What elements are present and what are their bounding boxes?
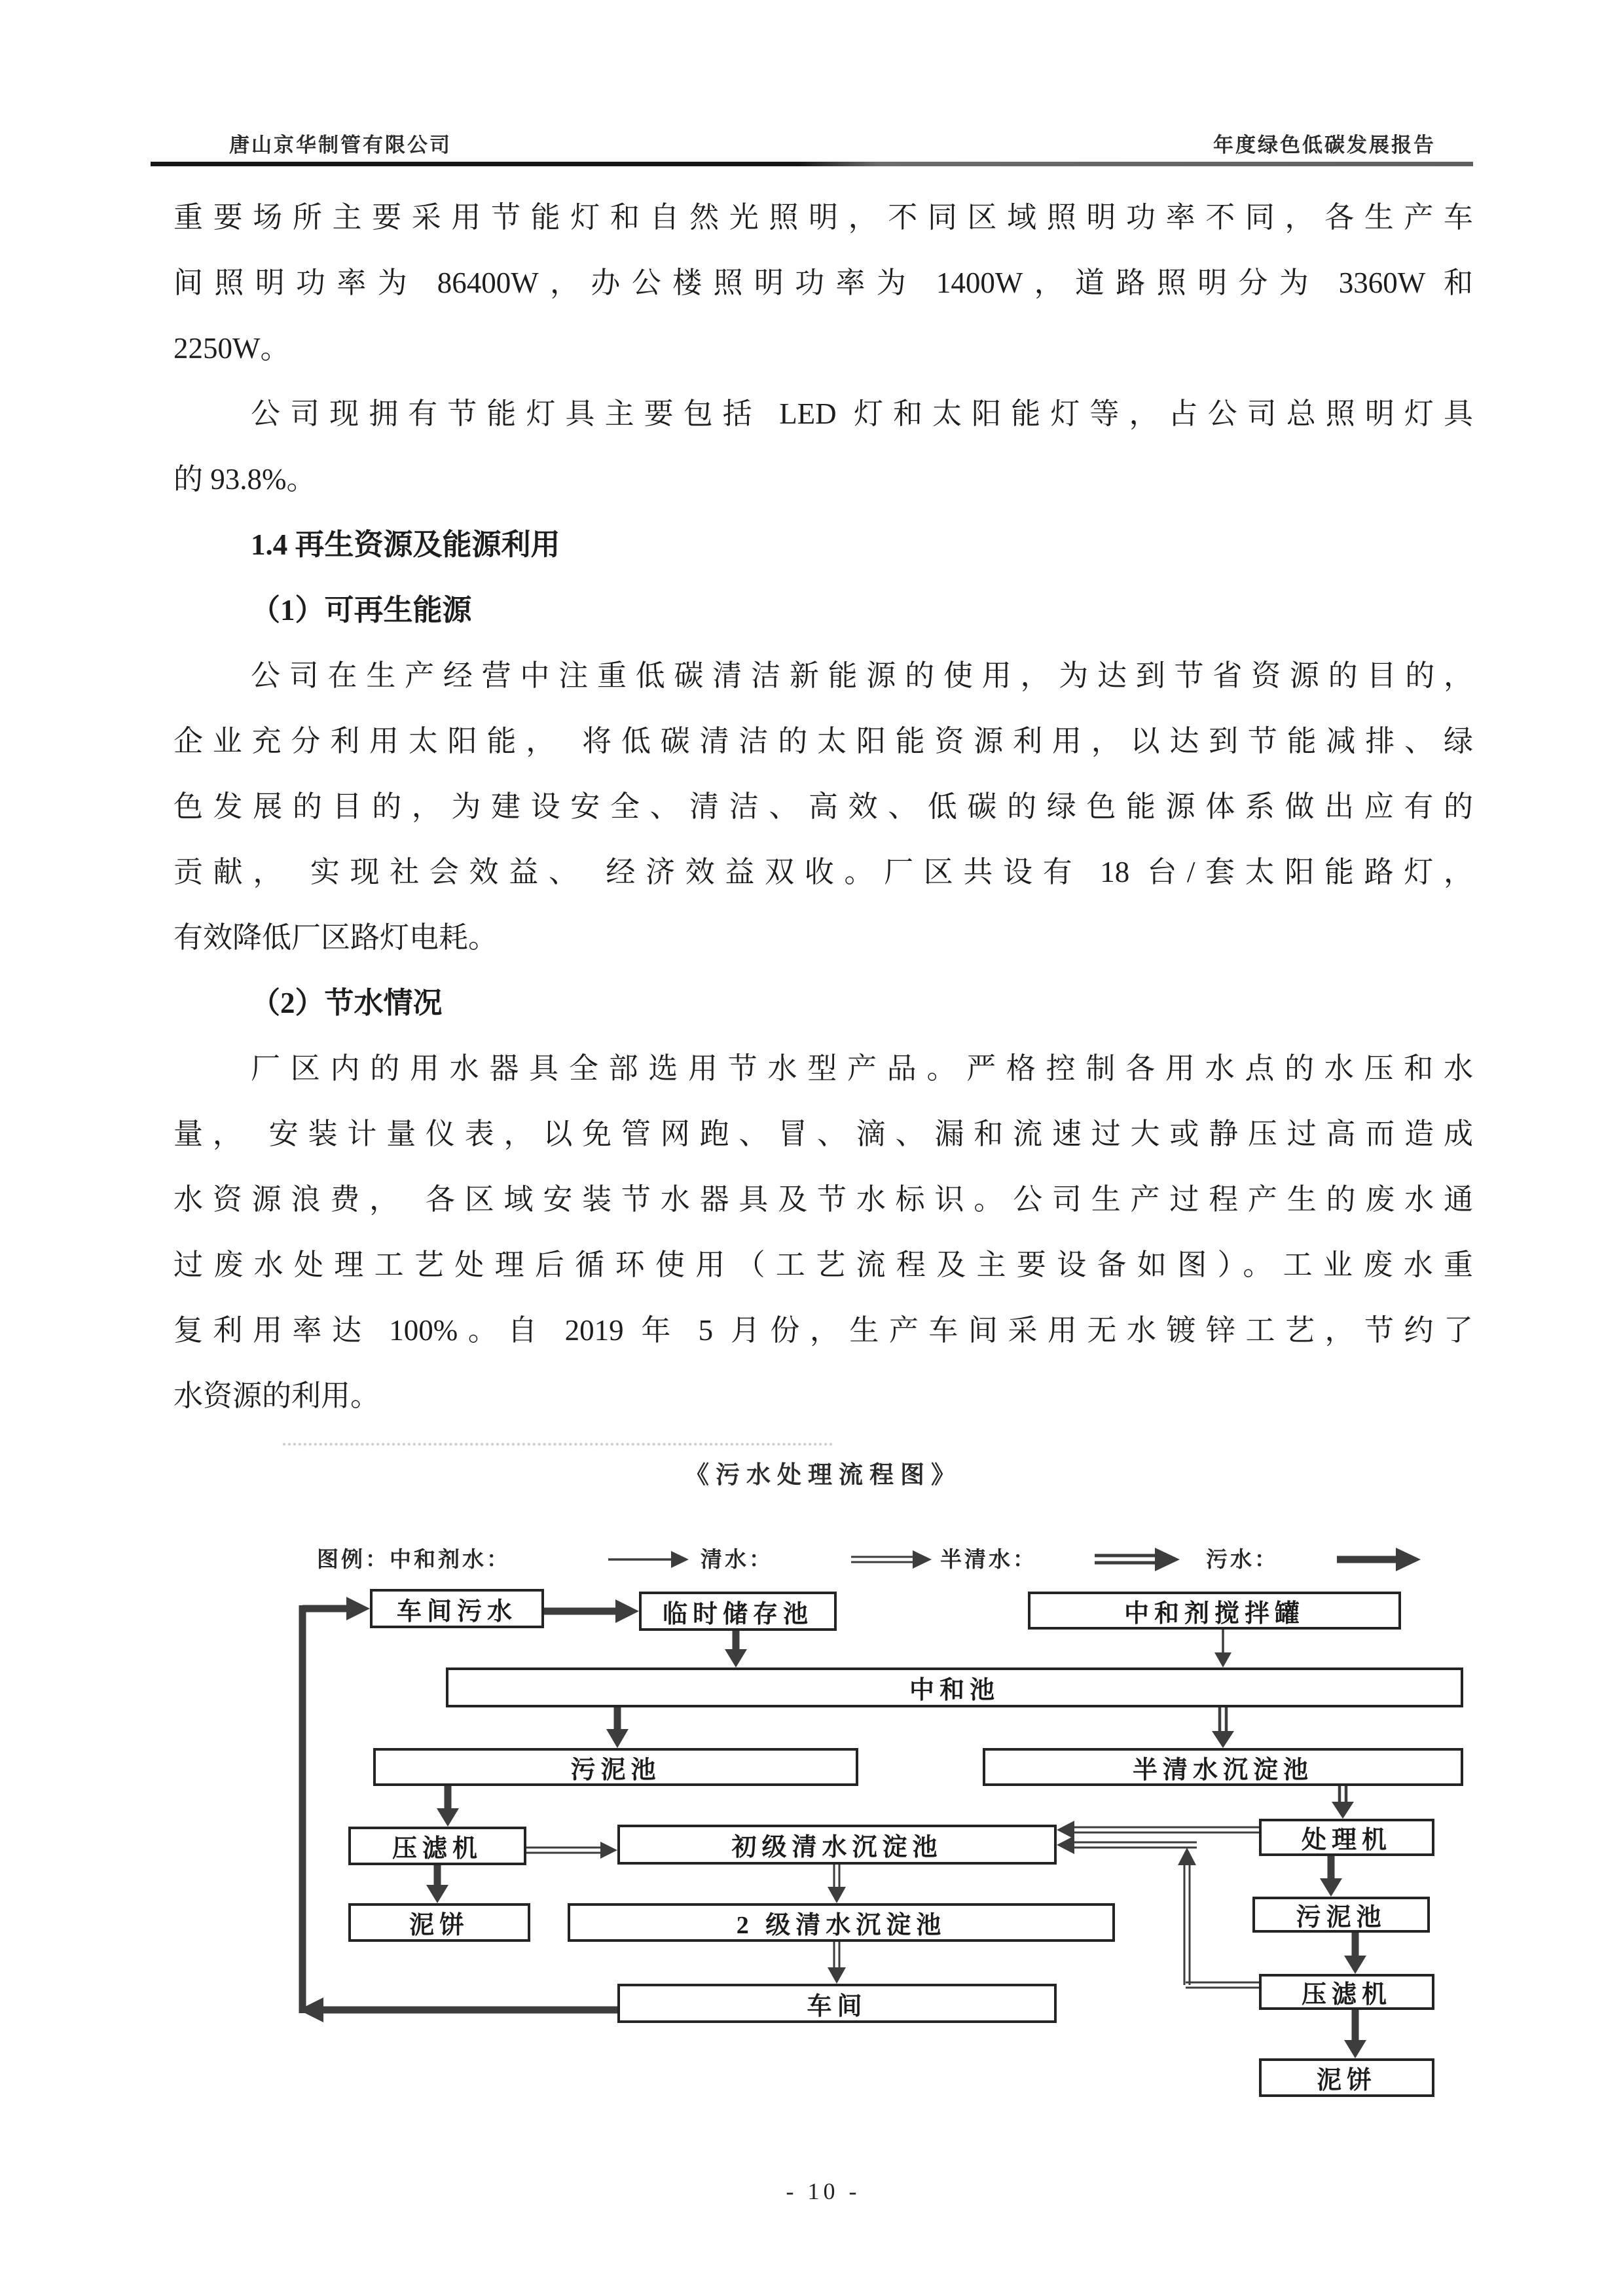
arrow-pool-to-semiclear <box>1212 1707 1234 1748</box>
header-report-title: 年度绿色低碳发展报告 <box>1213 134 1436 156</box>
arrow-sludge-to-press-right <box>1344 1933 1366 1974</box>
flow-box-neutralizer-mixing-tank: 中和剂搅拌罐 <box>1028 1592 1401 1630</box>
body-line: 水资源的利用。 <box>173 1379 380 1412</box>
arrow-secondary-to-workshop <box>828 1942 846 1984</box>
body-line: 公司现拥有节能灯具主要包括 LED 灯和太阳能灯等，占公司总照明灯具 <box>251 397 1473 430</box>
body-line: 公司在生产经营中注重低碳清洁新能源的使用，为达到节省资源的目的， <box>251 659 1473 692</box>
flow-chart-title: 《污水处理流程图》 <box>685 1462 962 1489</box>
flow-box-mud-cake-left: 泥饼 <box>348 1903 530 1942</box>
header-company-name: 唐山京华制管有限公司 <box>229 134 452 156</box>
flow-box-semi-clear-sedimentation-pool: 半清水沉淀池 <box>983 1748 1463 1786</box>
body-line: 2250W。 <box>173 332 290 365</box>
flow-box-sludge-pool-right: 污泥池 <box>1252 1897 1430 1933</box>
flow-box-secondary-clear-sedimentation-pool: 2 级清水沉淀池 <box>568 1903 1115 1942</box>
body-line: 量， 安装计量仪表，以免管网跑、冒、滴、漏和流速过大或静压过高而造成 <box>173 1118 1473 1150</box>
body-line: 色发展的目的，为建设安全、清洁、高效、低碳的绿色能源体系做出应有的 <box>173 790 1473 823</box>
arrow-neutralizer-to-pool <box>1214 1630 1231 1667</box>
body-line: 水资源浪费， 各区域安装节水器具及节水标识。公司生产过程产生的废水通 <box>173 1183 1473 1216</box>
arrow-processor-to-sludge-right <box>1320 1856 1342 1897</box>
flow-box-workshop-sewage: 车间污水 <box>370 1589 544 1628</box>
page-number: - 10 - <box>786 2178 861 2204</box>
arrow-semiclear-to-processor <box>1332 1786 1354 1819</box>
flow-box-mud-cake-right: 泥饼 <box>1259 2058 1434 2097</box>
arrow-press-left-to-primary <box>526 1842 617 1859</box>
section-heading-water-saving: （2）节水情况 <box>251 987 443 1019</box>
body-line: 间照明功率为 86400W，办公楼照明功率为 1400W，道路照明分为 3360W 和 <box>173 266 1473 299</box>
body-line: 有效降低厂区路灯电耗。 <box>173 921 498 954</box>
section-heading-renewable: （1）可再生能源 <box>251 594 472 627</box>
body-line: 企业充分利用太阳能， 将低碳清洁的太阳能资源利用，以达到节能减排、绿 <box>173 725 1473 757</box>
arrow-sewage-to-storage <box>544 1599 639 1623</box>
arrow-pool-to-sludge-left <box>606 1707 629 1748</box>
flow-box-primary-clear-sedimentation-pool: 初级清水沉淀池 <box>617 1825 1057 1865</box>
arrow-press-to-mudcake-right <box>1344 2010 1366 2058</box>
body-line: 厂区内的用水器具全部选用节水型产品。严格控制各用水点的水压和水 <box>251 1052 1473 1085</box>
flow-box-workshop: 车间 <box>617 1984 1057 2023</box>
sewage-treatment-flowchart <box>275 1525 1493 2115</box>
body-text <box>173 185 1473 1429</box>
legend-sewage-label: 污水： <box>1206 1548 1279 1572</box>
flow-box-processor: 处理机 <box>1259 1819 1434 1856</box>
flow-box-sludge-pool-left: 污泥池 <box>373 1748 858 1786</box>
arrow-sludge-to-press-left <box>437 1786 459 1827</box>
faded-print-artifact <box>283 1443 833 1449</box>
body-line: 复利用率达 100%。自 2019 年 5 月份，生产车间采用无水镀锌工艺，节约了 <box>173 1314 1473 1347</box>
flow-box-temp-storage-pool: 临时储存池 <box>639 1592 837 1631</box>
flow-box-neutralization-pool: 中和池 <box>446 1667 1463 1707</box>
legend-clear-water-label: 清水： <box>701 1548 773 1572</box>
body-line: 过废水处理工艺处理后循环使用（工艺流程及主要设备如图）。工业废水重 <box>173 1248 1473 1281</box>
body-line: 贡献， 实现社会效益、 经济效益双收。厂区共设有 18 台/套太阳能路灯， <box>173 856 1473 888</box>
header-rule <box>151 162 1473 166</box>
section-heading-1-4: 1.4 再生资源及能源利用 <box>251 528 560 561</box>
legend-semi-clear-water-label: 半清水： <box>940 1548 1037 1572</box>
arrow-storage-to-neutralization <box>725 1631 747 1667</box>
arrow-press-to-mudcake-left <box>426 1865 448 1903</box>
body-line: 重要场所主要采用节能灯和自然光照明，不同区域照明功率不同，各生产车 <box>173 201 1473 234</box>
flow-box-filter-press-right: 压滤机 <box>1259 1974 1434 2010</box>
flow-box-filter-press-left: 压滤机 <box>348 1827 526 1865</box>
arrow-primary-to-secondary <box>828 1865 846 1903</box>
body-line: 的 93.8%。 <box>173 463 316 496</box>
arrow-processor-to-primary <box>1057 1821 1259 1839</box>
legend-prefix-label: 图例：中和剂水： <box>317 1548 511 1572</box>
